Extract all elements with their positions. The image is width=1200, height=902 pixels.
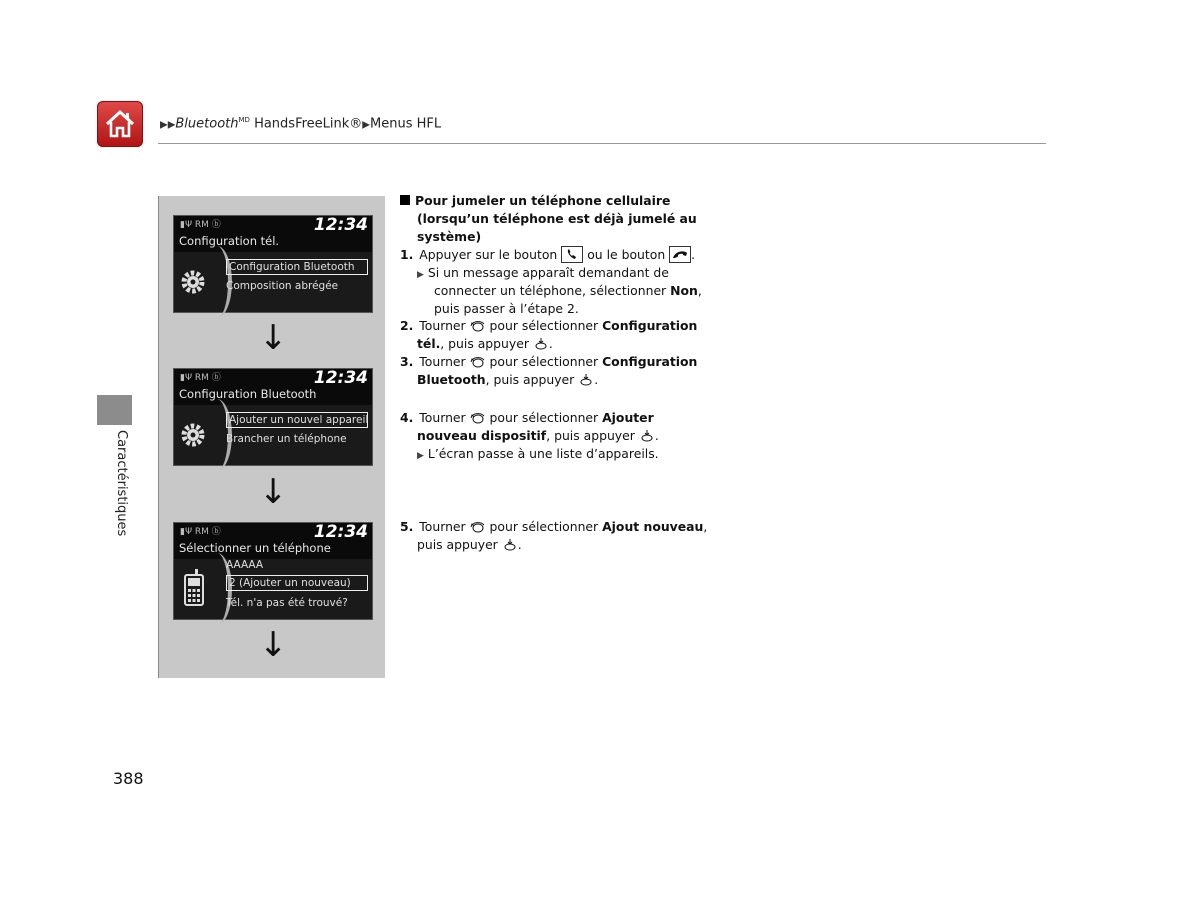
sub-text: Si un message apparaît demandant de — [427, 265, 669, 280]
step-text-bold: Configuration — [602, 318, 698, 333]
step-3-cont — [417, 371, 598, 389]
step-text: Tourner — [419, 318, 466, 333]
home-icon[interactable] — [97, 101, 143, 147]
step-text: pour sélectionner — [489, 318, 603, 333]
step-text: pour sélectionner — [489, 410, 603, 425]
breadcrumb — [160, 116, 441, 131]
hang-up-button-icon — [669, 246, 691, 263]
step-5-cont — [417, 536, 522, 554]
clock: 12:34 — [313, 368, 368, 388]
section-label: Caractéristiques — [114, 430, 129, 537]
step-text: Tourner — [419, 354, 466, 369]
step-number: 2. — [400, 318, 414, 333]
step-1 — [400, 246, 695, 264]
step-text: , puis appuyer — [485, 372, 575, 387]
breadcrumb-sup: MD — [238, 116, 250, 124]
status-icons: ▮Ψ RM ⓑ — [180, 373, 221, 383]
header-divider — [158, 143, 1046, 144]
breadcrumb-arrow-icon: ▶ — [362, 119, 370, 131]
menu-item-selected: Ajouter un nouvel appareil — [226, 412, 368, 428]
triangle-bullet-icon: ▶ — [417, 270, 424, 280]
step-text: Tourner — [419, 410, 466, 425]
heading-line: système) — [417, 229, 482, 244]
sub-text: connecter un téléphone, sélectionner — [434, 283, 671, 298]
menu-item-selected: 2 (Ajouter un nouveau) — [226, 575, 368, 591]
step-text-bold: nouveau dispositif — [417, 428, 547, 443]
step-text: . — [654, 428, 659, 443]
screens-panel — [158, 196, 385, 678]
step-text: . — [594, 372, 599, 387]
menu-item: Brancher un téléphone — [226, 433, 347, 445]
house-glyph — [103, 107, 137, 141]
display-screen — [173, 522, 373, 620]
step-4 — [400, 409, 654, 427]
rotate-knob-icon — [470, 320, 486, 332]
screen-title: Configuration tél. — [179, 234, 280, 248]
heading-line: (lorsqu’un téléphone est déjà jumelé au — [417, 211, 697, 226]
step-number: 1. — [400, 247, 414, 262]
down-arrow-icon: ↓ — [259, 625, 288, 665]
down-arrow-icon: ↓ — [259, 318, 288, 358]
display-screen — [173, 368, 373, 466]
section-tab[interactable] — [97, 395, 132, 425]
status-icons: ▮Ψ RM ⓑ — [180, 527, 221, 537]
breadcrumb-hfl[interactable]: HandsFreeLink® — [249, 116, 363, 132]
status-icons: ▮Ψ RM ⓑ — [180, 220, 221, 230]
display-screen — [173, 215, 373, 313]
step-number: 5. — [400, 519, 414, 534]
step-4-sub — [417, 445, 659, 465]
menu-item-selected: Configuration Bluetooth — [226, 259, 368, 275]
rotate-knob-icon — [470, 521, 486, 533]
step-4-cont — [417, 427, 659, 445]
step-number: 3. — [400, 354, 414, 369]
step-2 — [400, 317, 697, 335]
press-knob-icon — [639, 430, 655, 442]
step-2-cont — [417, 335, 553, 353]
step-text-bold: Bluetooth — [417, 372, 486, 387]
rotate-knob-icon — [470, 356, 486, 368]
square-bullet-icon — [400, 195, 410, 205]
sub-text: puis passer à l’étape 2. — [434, 301, 579, 316]
triangle-bullet-icon: ▶ — [417, 451, 424, 461]
step-text: puis appuyer — [417, 537, 498, 552]
menu-item: Composition abrégée — [226, 280, 339, 292]
breadcrumb-menus[interactable]: Menus HFL — [370, 116, 442, 132]
step-text: ou le bouton — [587, 247, 666, 262]
breadcrumb-bluetooth[interactable]: Bluetooth — [175, 116, 239, 132]
step-text: pour sélectionner — [489, 354, 603, 369]
heading-line: Pour jumeler un téléphone cellulaire — [415, 193, 671, 208]
down-arrow-icon: ↓ — [259, 472, 288, 512]
step-text: pour sélectionner — [489, 519, 603, 534]
breadcrumb-arrow-icon: ▶▶ — [160, 119, 176, 131]
clock: 12:34 — [313, 522, 368, 542]
screen-title: Sélectionner un téléphone — [179, 541, 331, 555]
sub-text-bold: Non — [670, 283, 698, 298]
press-knob-icon — [502, 539, 518, 551]
sub-text: , — [697, 283, 702, 298]
step-text-bold: Configuration — [602, 354, 698, 369]
step-text-bold: Ajout nouveau — [602, 519, 704, 534]
press-knob-icon — [533, 338, 549, 350]
clock: 12:34 — [313, 215, 368, 235]
menu-item: Tél. n'a pas été trouvé? — [226, 597, 348, 609]
step-text: . — [691, 247, 696, 262]
step-1-sub — [434, 300, 579, 318]
step-text: Tourner — [419, 519, 466, 534]
step-text: . — [548, 336, 553, 351]
step-text: , puis appuyer — [546, 428, 635, 443]
step-1-sub — [417, 264, 669, 284]
step-text: , puis appuyer — [440, 336, 529, 351]
press-knob-icon — [578, 374, 594, 386]
step-text: . — [517, 537, 522, 552]
page-number: 388 — [113, 769, 144, 788]
menu-item: AAAAA — [226, 559, 264, 571]
step-text-bold: Ajouter — [602, 410, 654, 425]
step-number: 4. — [400, 410, 414, 425]
section-heading — [400, 192, 697, 246]
screen-title: Configuration Bluetooth — [179, 387, 317, 401]
step-text: Appuyer sur le bouton — [419, 247, 558, 262]
step-text: , — [703, 519, 708, 534]
phone-button-icon — [561, 246, 583, 263]
rotate-knob-icon — [470, 412, 486, 424]
step-text-bold: tél. — [417, 336, 441, 351]
step-3 — [400, 353, 697, 371]
sub-text: L’écran passe à une liste d’appareils. — [427, 446, 659, 461]
step-5 — [400, 518, 707, 536]
step-1-sub — [434, 282, 702, 300]
